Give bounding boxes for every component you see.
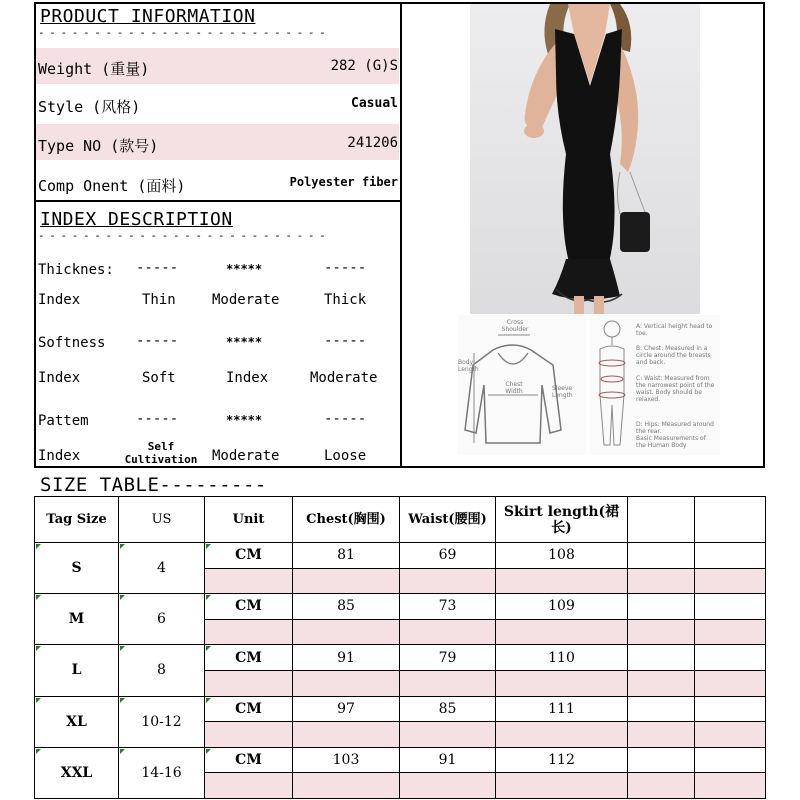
skirt-length-cell: 110 bbox=[496, 645, 628, 671]
pattern-label: Pattem bbox=[38, 413, 89, 429]
pink-band-cell bbox=[628, 670, 695, 696]
empty-cell bbox=[628, 696, 695, 722]
weight-label: Weight (重量) bbox=[38, 60, 150, 78]
pink-band-cell bbox=[628, 773, 695, 799]
empty-cell bbox=[628, 543, 695, 569]
pink-band-cell bbox=[400, 722, 496, 748]
pink-band-cell bbox=[293, 722, 400, 748]
style-value: Casual bbox=[351, 96, 398, 111]
body-measure-diagram bbox=[590, 315, 720, 455]
product-photo bbox=[470, 4, 700, 314]
dress-model-illustration bbox=[470, 4, 700, 314]
chest-cell: 81 bbox=[293, 543, 400, 569]
component-value: Polyester fiber bbox=[289, 175, 398, 189]
us-size-cell: 14-16 bbox=[119, 747, 205, 798]
size-table-row bbox=[35, 747, 766, 773]
us-size-cell: 4 bbox=[119, 543, 205, 594]
measure-note-a: A: Vertical height head to toe. bbox=[636, 323, 713, 337]
thickness-option-thick: Thick bbox=[324, 292, 367, 308]
empty-cell bbox=[695, 645, 766, 671]
waist-cell: 91 bbox=[400, 747, 496, 773]
pink-band-cell bbox=[695, 773, 766, 799]
pink-band-cell bbox=[628, 568, 695, 594]
human-body-outline-icon bbox=[590, 315, 634, 455]
softness-mark-3: ----- bbox=[324, 333, 367, 349]
header-tag-size: Tag Size bbox=[35, 497, 119, 543]
thickness-option-moderate: Moderate bbox=[212, 292, 280, 308]
unit-cell: CM bbox=[205, 594, 293, 620]
body-length-label: Body Length bbox=[458, 359, 479, 373]
measure-note-c: C: Waist: Measured from the narrowest point of the waist. Body should be relaxed. bbox=[636, 375, 715, 403]
index-description-dashes: - - - - - - - - - - - - - - - - - - - - - - - - - - bbox=[38, 229, 325, 242]
waist-cell: 69 bbox=[400, 543, 496, 569]
tag-size-cell: XL bbox=[35, 696, 119, 747]
us-size-cell: 6 bbox=[119, 594, 205, 645]
pink-band-cell bbox=[293, 670, 400, 696]
pink-band-cell bbox=[496, 773, 628, 799]
pink-band-cell bbox=[695, 568, 766, 594]
size-table-row bbox=[35, 696, 766, 722]
unit-cell: CM bbox=[205, 747, 293, 773]
pink-band-cell bbox=[205, 568, 293, 594]
cross-shoulder-label: Cross Shoulder bbox=[501, 319, 529, 333]
chest-width-label: Chest Width bbox=[505, 381, 523, 395]
unit-cell: CM bbox=[205, 543, 293, 569]
skirt-length-cell: 112 bbox=[496, 747, 628, 773]
pink-band-cell bbox=[496, 568, 628, 594]
component-label: Comp Onent (面料) bbox=[38, 177, 186, 195]
size-table-row bbox=[35, 594, 766, 620]
size-table-row bbox=[35, 645, 766, 671]
softness-index-label: Index bbox=[38, 370, 81, 386]
vertical-divider bbox=[400, 2, 402, 468]
thickness-option-thin: Thin bbox=[142, 292, 176, 308]
header-empty-2 bbox=[695, 497, 766, 543]
header-waist: Waist(腰围) bbox=[400, 497, 496, 543]
thickness-mark-1: ----- bbox=[136, 260, 179, 276]
pink-band-cell bbox=[695, 722, 766, 748]
pink-band-cell bbox=[695, 619, 766, 645]
header-us: US bbox=[119, 497, 205, 543]
size-table bbox=[34, 496, 766, 799]
header-chest: Chest(胸围) bbox=[293, 497, 400, 543]
pattern-option-moderate: Moderate bbox=[212, 448, 280, 464]
chest-cell: 103 bbox=[293, 747, 400, 773]
pink-band-cell bbox=[205, 722, 293, 748]
softness-label: Softness bbox=[38, 335, 106, 351]
measure-note-basic: Basic Measurements of the Human Body bbox=[636, 435, 706, 449]
tag-size-cell: S bbox=[35, 543, 119, 594]
pink-band-cell bbox=[400, 773, 496, 799]
index-description-title: INDEX DESCRIPTION bbox=[40, 209, 233, 230]
size-table-row bbox=[35, 543, 766, 569]
section-divider bbox=[34, 200, 401, 202]
size-table-title: SIZE TABLE--------- bbox=[40, 474, 267, 496]
empty-cell bbox=[695, 696, 766, 722]
pattern-mark-3: ----- bbox=[324, 411, 367, 427]
softness-mark-1: ----- bbox=[136, 333, 179, 349]
product-info-title: PRODUCT INFORMATION bbox=[40, 6, 256, 27]
size-table-header-row bbox=[35, 497, 766, 543]
waist-cell: 73 bbox=[400, 594, 496, 620]
us-size-cell: 8 bbox=[119, 645, 205, 696]
empty-cell bbox=[628, 645, 695, 671]
header-empty-1 bbox=[628, 497, 695, 543]
empty-cell bbox=[695, 747, 766, 773]
thickness-label: Thicknes: bbox=[38, 262, 114, 278]
pink-band-cell bbox=[293, 773, 400, 799]
pink-band-cell bbox=[695, 670, 766, 696]
pink-band-cell bbox=[400, 619, 496, 645]
pink-band-cell bbox=[205, 670, 293, 696]
pink-band-cell bbox=[496, 670, 628, 696]
chest-cell: 85 bbox=[293, 594, 400, 620]
sleeve-length-label: Sleeve Length bbox=[552, 385, 573, 399]
pink-band-cell bbox=[628, 619, 695, 645]
thickness-mark-3: ----- bbox=[324, 260, 367, 276]
pink-band-cell bbox=[293, 568, 400, 594]
thickness-mark-2: ***** bbox=[226, 262, 263, 276]
pink-band-cell bbox=[205, 773, 293, 799]
pink-band-cell bbox=[496, 722, 628, 748]
empty-cell bbox=[695, 543, 766, 569]
softness-option-moderate: Moderate bbox=[310, 370, 378, 386]
product-info-dashes: - - - - - - - - - - - - - - - - - - - - - - - - - - bbox=[38, 26, 325, 39]
waist-cell: 79 bbox=[400, 645, 496, 671]
measure-note-b: B: Chest: Measured in a circle around the breasts and back. bbox=[636, 345, 711, 366]
us-size-cell: 10-12 bbox=[119, 696, 205, 747]
type-no-label: Type NO (款号) bbox=[38, 137, 159, 155]
chest-cell: 97 bbox=[293, 696, 400, 722]
empty-cell bbox=[695, 594, 766, 620]
tag-size-cell: M bbox=[35, 594, 119, 645]
tag-size-cell: L bbox=[35, 645, 119, 696]
pattern-option-loose: Loose bbox=[324, 448, 367, 464]
chest-cell: 91 bbox=[293, 645, 400, 671]
skirt-length-cell: 111 bbox=[496, 696, 628, 722]
header-skirt-length: Skirt length(裙长) bbox=[496, 497, 628, 543]
unit-cell: CM bbox=[205, 696, 293, 722]
pattern-mark-1: ----- bbox=[136, 411, 179, 427]
pink-band-cell bbox=[628, 722, 695, 748]
type-no-value: 241206 bbox=[347, 135, 398, 151]
pink-band-cell bbox=[400, 568, 496, 594]
garment-measure-diagram bbox=[458, 315, 586, 455]
empty-cell bbox=[628, 747, 695, 773]
style-label: Style (风格) bbox=[38, 98, 141, 116]
softness-option-soft: Soft bbox=[142, 370, 176, 386]
unit-cell: CM bbox=[205, 645, 293, 671]
pink-band-cell bbox=[400, 670, 496, 696]
pink-band-cell bbox=[496, 619, 628, 645]
skirt-length-cell: 109 bbox=[496, 594, 628, 620]
pattern-option-self-cultivation: Self Cultivation bbox=[124, 440, 198, 466]
skirt-length-cell: 108 bbox=[496, 543, 628, 569]
pink-band-cell bbox=[293, 619, 400, 645]
thickness-index-label: Index bbox=[38, 292, 81, 308]
measure-note-d: D: Hips: Measured around the rear. bbox=[636, 421, 714, 435]
pattern-mark-2: ***** bbox=[226, 413, 263, 427]
softness-mark-2: ***** bbox=[226, 335, 263, 349]
empty-cell bbox=[628, 594, 695, 620]
header-unit: Unit bbox=[205, 497, 293, 543]
softness-option-index: Index bbox=[226, 370, 269, 386]
pattern-index-label: Index bbox=[38, 448, 81, 464]
pink-band-cell bbox=[205, 619, 293, 645]
tag-size-cell: XXL bbox=[35, 747, 119, 798]
waist-cell: 85 bbox=[400, 696, 496, 722]
weight-value: 282 (G)S bbox=[330, 58, 398, 74]
